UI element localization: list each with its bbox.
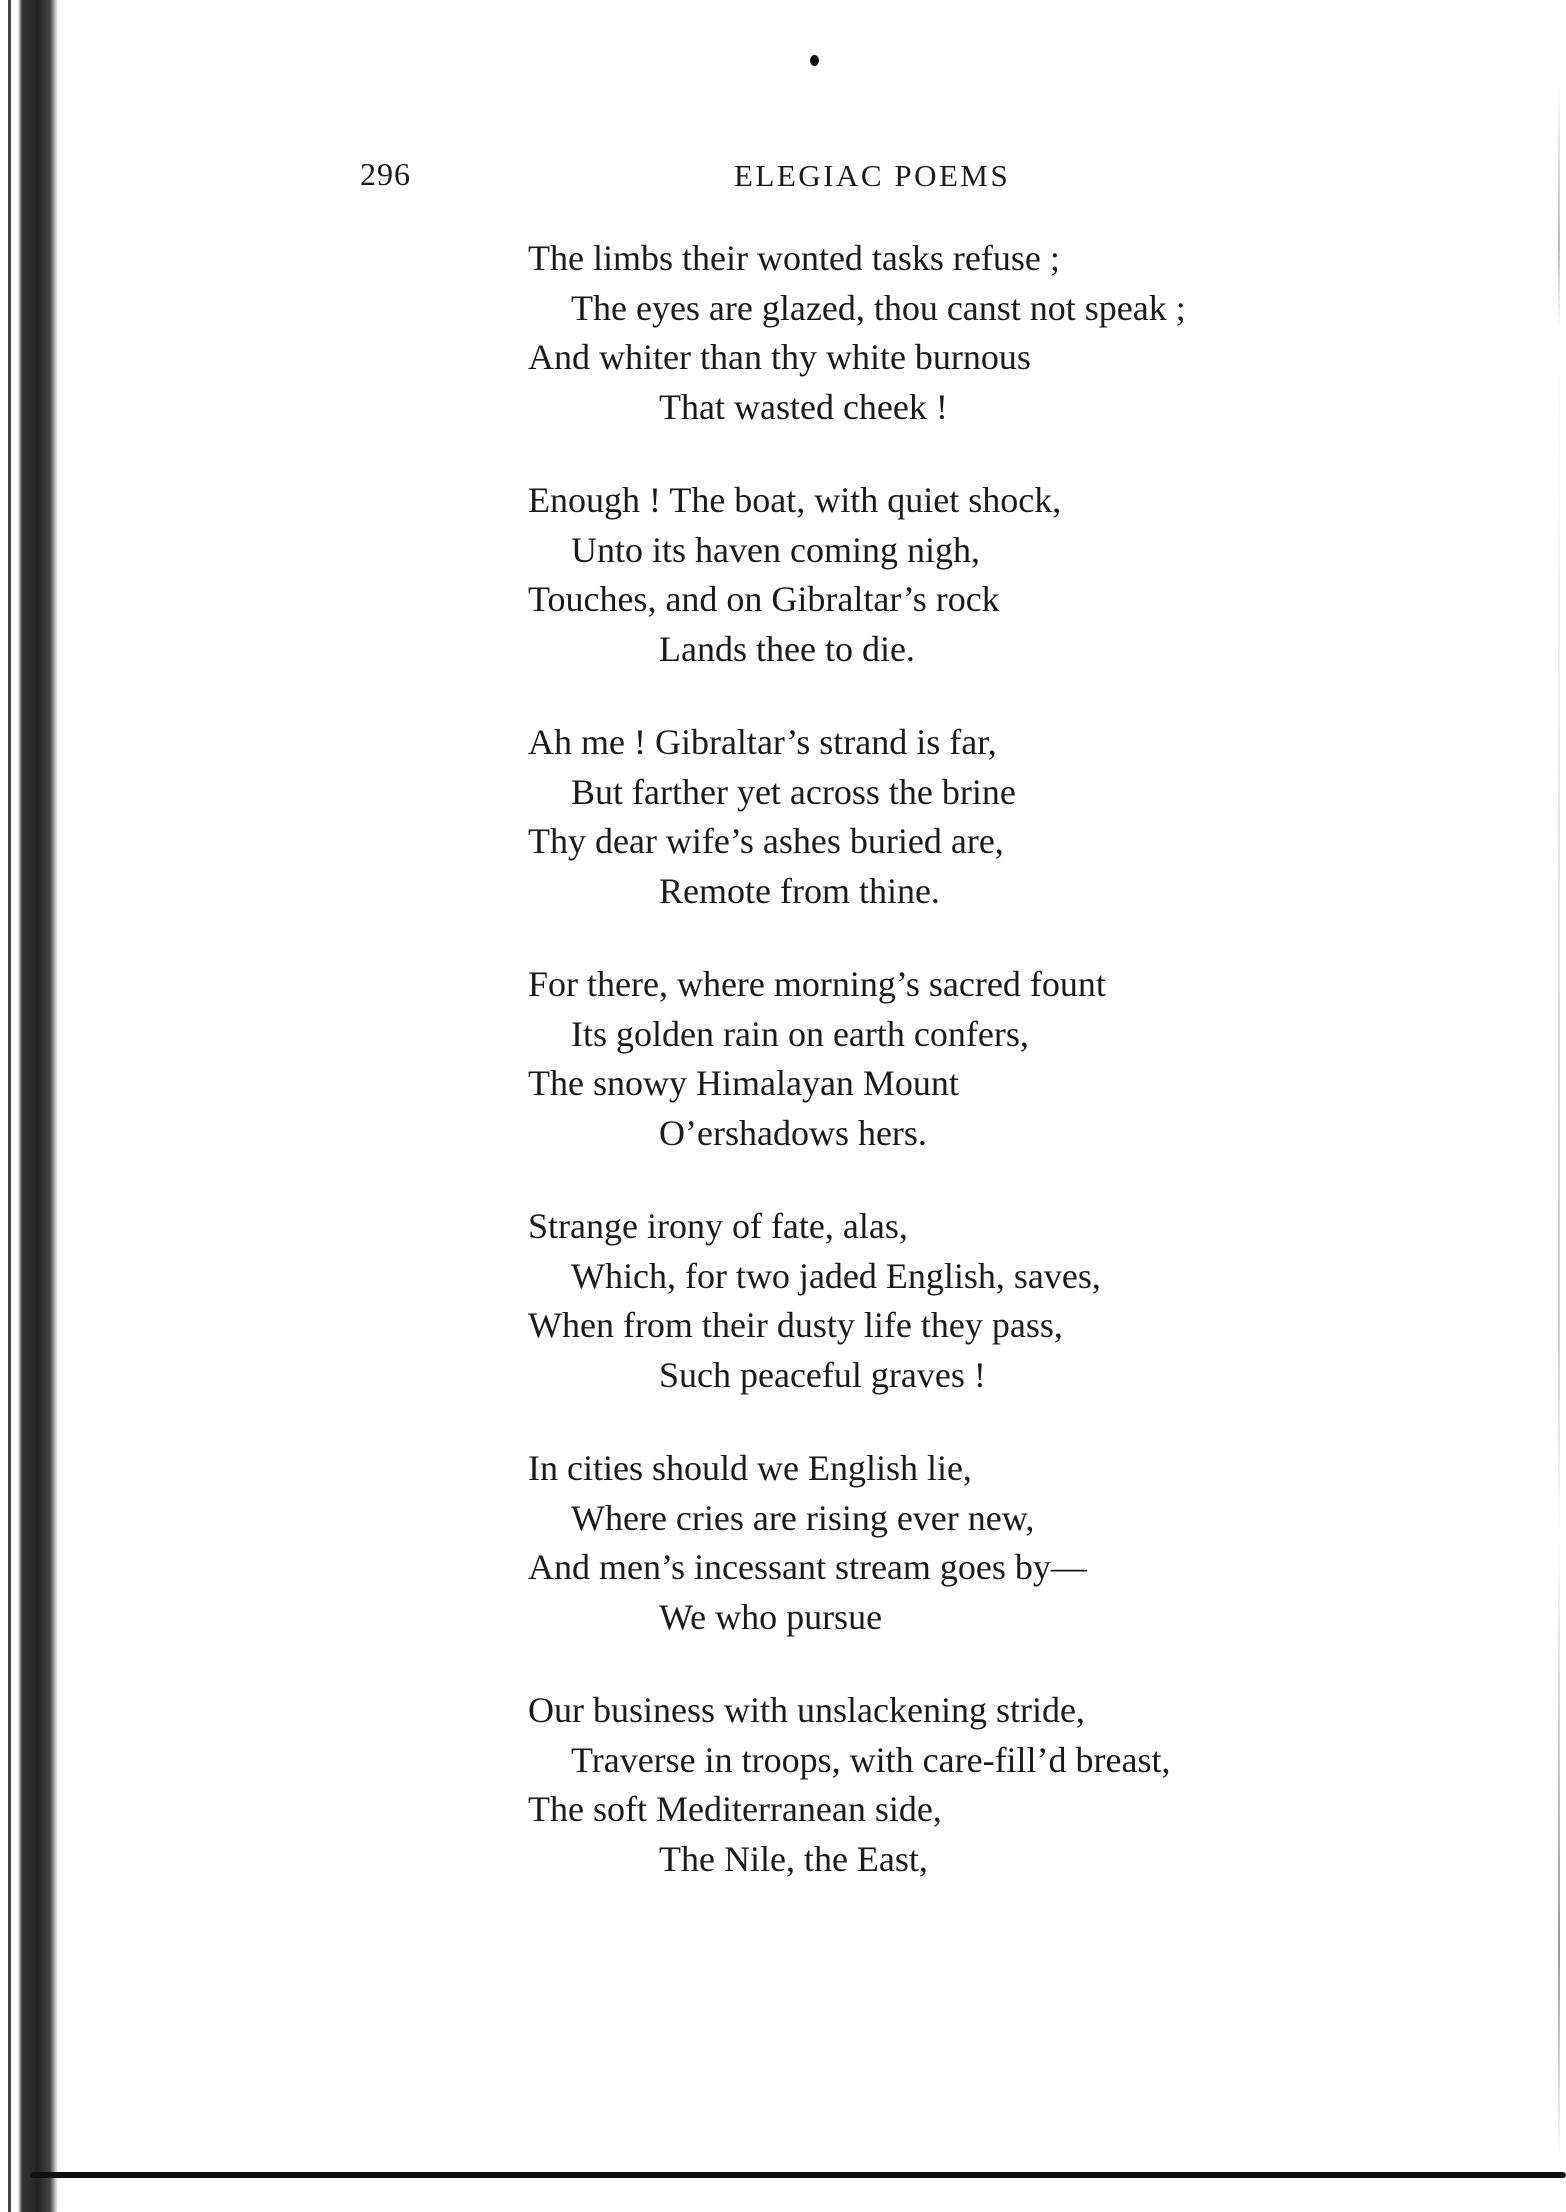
- poem-line: That wasted cheek !: [659, 386, 948, 427]
- poem-line: Its golden rain on earth confers,: [571, 1013, 1029, 1054]
- stanza: [528, 718, 1528, 916]
- poem-line: The soft Mediterranean side,: [528, 1789, 942, 1829]
- poem-line: And whiter than thy white burnous: [528, 337, 1031, 377]
- poem-line: We who pursue: [659, 1596, 883, 1637]
- poem-line: And men’s incessant stream goes by—: [528, 1547, 1087, 1587]
- poem-line: But farther yet across the brine: [571, 771, 1016, 812]
- poem-line: The snowy Himalayan Mount: [528, 1063, 959, 1103]
- poem-line: Touches, and on Gibraltar’s rock: [528, 579, 1000, 619]
- poem-line: The eyes are glazed, thou canst not speak ;: [571, 287, 1186, 328]
- poem-body: [528, 234, 1528, 1928]
- poem-line: Traverse in troops, with care-fill’d breast,: [571, 1739, 1171, 1780]
- poem-line: O’ershadows hers.: [659, 1112, 927, 1153]
- poem-line: Such peaceful graves !: [659, 1354, 986, 1395]
- stanza: [528, 234, 1528, 432]
- running-head: ELEGIAC POEMS: [734, 158, 1011, 193]
- stanza: [528, 1202, 1528, 1400]
- poem-line: Lands thee to die.: [659, 628, 915, 669]
- poem-line: When from their dusty life they pass,: [528, 1305, 1063, 1345]
- poem-line: Our business with unslackening stride,: [528, 1690, 1085, 1730]
- poem-line: Where cries are rising ever new,: [571, 1497, 1035, 1538]
- stanza: [528, 960, 1528, 1158]
- poem-line: The Nile, the East,: [659, 1838, 928, 1879]
- poem-line: Enough ! The boat, with quiet shock,: [528, 480, 1062, 520]
- ink-dot-mark: [810, 55, 819, 66]
- binding-edge-line: [8, 0, 11, 2212]
- poem-line: Remote from thine.: [659, 870, 940, 911]
- page-right-edge: [1558, 80, 1560, 2160]
- poem-line: Ah me ! Gibraltar’s strand is far,: [528, 722, 997, 762]
- poem-line: Unto its haven coming nigh,: [571, 529, 980, 570]
- poem-line: Which, for two jaded English, saves,: [571, 1255, 1101, 1296]
- poem-line: For there, where morning’s sacred fount: [528, 964, 1106, 1004]
- poem-line: Strange irony of fate, alas,: [528, 1206, 908, 1246]
- stanza: [528, 476, 1528, 674]
- stanza: [528, 1444, 1528, 1642]
- poem-line: In cities should we English lie,: [528, 1448, 972, 1488]
- page-number: 296: [360, 156, 411, 192]
- page-bottom-edge: [30, 2172, 1566, 2178]
- poem-line: The limbs their wonted tasks refuse ;: [528, 238, 1060, 278]
- poem-line: Thy dear wife’s ashes buried are,: [528, 821, 1004, 861]
- stanza: [528, 1686, 1528, 1884]
